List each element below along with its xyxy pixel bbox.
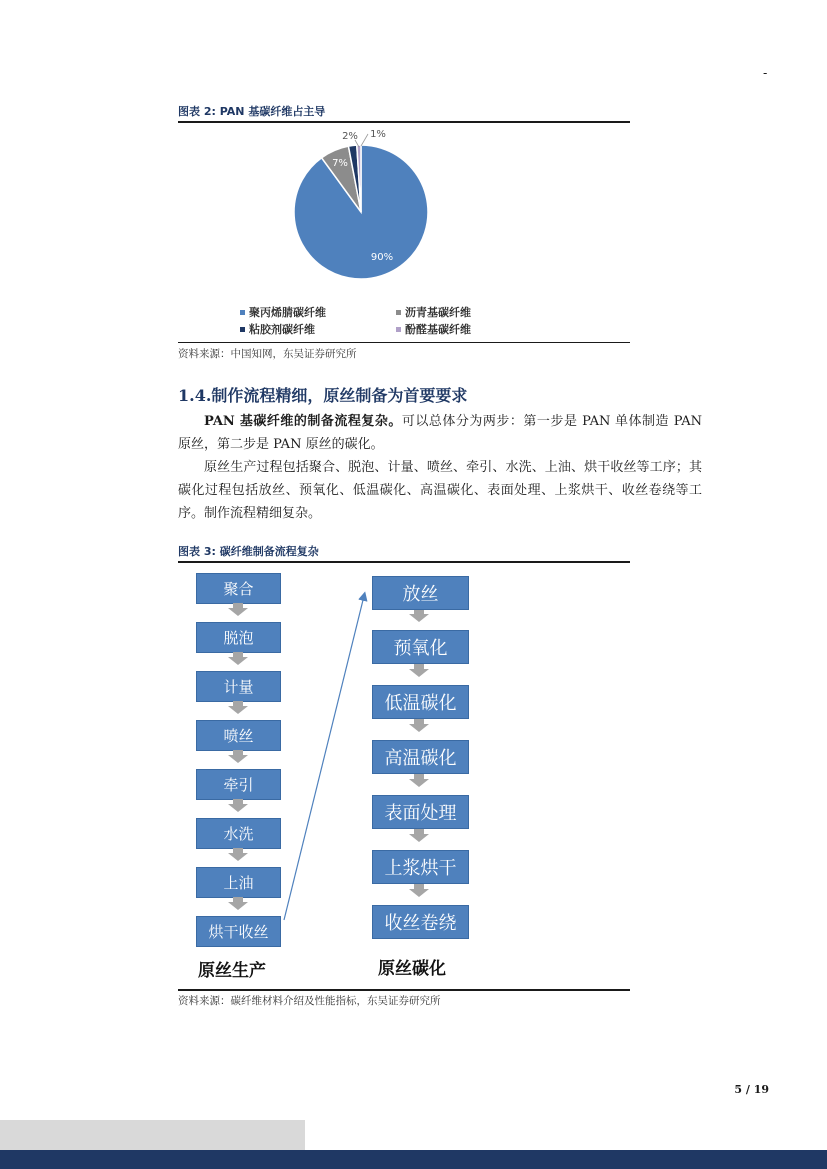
flow-step-low-temp-carbonization: 低温碳化 bbox=[372, 685, 469, 719]
pie-label-0: 90% bbox=[370, 252, 394, 263]
legend-label-pan: 聚丙烯腈碳纤维 bbox=[249, 306, 326, 319]
legend-label-viscose: 粘胶剂碳纤维 bbox=[249, 323, 315, 336]
pie-label-2: 2% bbox=[342, 131, 358, 142]
pie-leader-1 bbox=[361, 134, 368, 146]
section-title: 1.4.制作流程精细，原丝制备为首要要求 bbox=[178, 386, 468, 405]
pie-label-3: 1% bbox=[370, 129, 386, 140]
legend-item-phenolic bbox=[396, 321, 471, 337]
flow-step-surface-treatment: 表面处理 bbox=[372, 795, 469, 829]
flow-step-winding: 收丝卷绕 bbox=[372, 905, 469, 939]
flow-arrows bbox=[178, 560, 630, 960]
figure3-bottom-rule bbox=[178, 989, 630, 991]
footer-navy-bar bbox=[0, 1150, 827, 1169]
paragraph-1-lead: PAN 基碳纤维的制备流程复杂。 bbox=[204, 414, 402, 429]
figure2-bottom-rule bbox=[178, 342, 630, 343]
pie-chart bbox=[178, 122, 630, 302]
legend-swatch-viscose bbox=[240, 327, 245, 332]
stage-label-carbonization: 原丝碳化 bbox=[378, 959, 446, 979]
flow-step-oiling: 上油 bbox=[196, 867, 281, 898]
flow-step-washing: 水洗 bbox=[196, 818, 281, 849]
legend-swatch-pan bbox=[240, 310, 245, 315]
legend-swatch-pitch bbox=[396, 310, 401, 315]
stage-label-precursor: 原丝生产 bbox=[198, 961, 266, 981]
legend-item-pitch bbox=[396, 304, 471, 320]
paragraph-1 bbox=[178, 410, 702, 456]
flow-step-unwinding: 放丝 bbox=[372, 576, 469, 610]
legend-item-pan bbox=[240, 304, 326, 320]
flow-step-polymerization: 聚合 bbox=[196, 573, 281, 604]
paragraph-1-body: 可以总体分为两步：第一步是 PAN 单体制造 PAN 原丝，第二步是 PAN 原丝的碳化。 bbox=[178, 414, 703, 452]
paragraph-2: 原丝生产过程包括聚合、脱泡、计量、喷丝、牵引、水洗、上油、烘干收丝等工序；其碳化过程包括放丝、预氧化、低温碳化、高温碳化、表面处理、上浆烘干、收丝卷绕等工序。制作流程精细复杂。 bbox=[178, 460, 702, 521]
footer-grey-bar bbox=[0, 1120, 305, 1150]
flow-step-degassing: 脱泡 bbox=[196, 622, 281, 653]
figure2-caption: 图表 2: PAN 基碳纤维占主导 bbox=[178, 105, 326, 118]
legend-label-pitch: 沥青基碳纤维 bbox=[405, 306, 471, 319]
flow-step-metering: 计量 bbox=[196, 671, 281, 702]
figure3-source: 资料来源：碳纤维材料介绍及性能指标，东吴证券研究所 bbox=[178, 995, 441, 1007]
legend-swatch-phenolic bbox=[396, 327, 401, 332]
right-down-arrows bbox=[409, 610, 429, 897]
legend-label-phenolic: 酚醛基碳纤维 bbox=[405, 323, 471, 336]
legend-item-viscose bbox=[240, 321, 315, 337]
pie-label-1: 7% bbox=[332, 158, 348, 169]
flow-step-spinning: 喷丝 bbox=[196, 720, 281, 751]
flow-step-drying-winding: 烘干收丝 bbox=[196, 916, 281, 947]
flow-step-preoxidation: 预氧化 bbox=[372, 630, 469, 664]
figure2-source: 资料来源：中国知网，东吴证券研究所 bbox=[178, 348, 357, 360]
flow-step-high-temp-carbonization: 高温碳化 bbox=[372, 740, 469, 774]
flow-step-sizing-drying: 上浆烘干 bbox=[372, 850, 469, 884]
left-down-arrows bbox=[228, 603, 248, 910]
page-number: 5 / 19 bbox=[734, 1083, 769, 1096]
flow-step-drawing: 牵引 bbox=[196, 769, 281, 800]
page-mark: - bbox=[763, 66, 768, 80]
connector-arrow bbox=[284, 596, 364, 920]
figure3-caption: 图表 3: 碳纤维制备流程复杂 bbox=[178, 545, 319, 558]
